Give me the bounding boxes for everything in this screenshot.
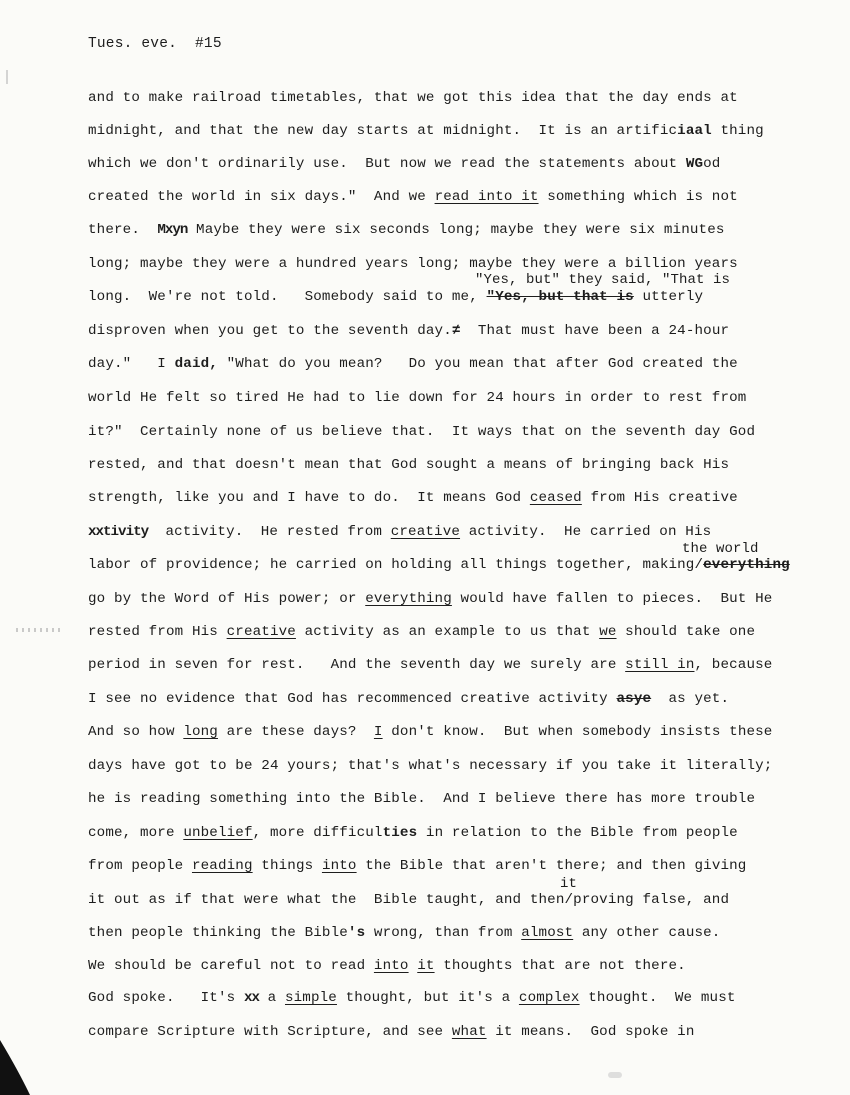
page-curl-shadow [0, 1030, 30, 1095]
text-line: long. We're not told. Somebody said to me, "Yes, but that is utterly [88, 289, 704, 305]
interlinear-insertion: the world [682, 541, 759, 557]
scan-speck [6, 70, 8, 84]
text-line: come, more unbelief, more difficulties in relation to the Bible from people [88, 825, 738, 841]
text-line: days have got to be 24 yours; that's what's necessary if you take it literally; [88, 758, 773, 774]
text-line: from people reading things into the Bible that aren't there; and then giving [88, 858, 747, 874]
text-line: period in seven for rest. And the seventh day we surely are still in, because [88, 657, 773, 673]
header-page-number: #15 [195, 36, 222, 52]
text-line: which we don't ordinarily use. But now we read the statements about WGod [88, 156, 721, 172]
text-line: rested, and that doesn't mean that God sought a means of bringing back His [88, 457, 730, 473]
text-line: We should be careful not to read into it thoughts that are not there. [88, 958, 686, 974]
header-day: Tues. eve. [88, 36, 178, 52]
text-line: then people thinking the Bible's wrong, than from almost any other cause. [88, 925, 721, 941]
text-line: he is reading something into the Bible. And I believe there has more trouble [88, 791, 756, 807]
text-line: and to make railroad timetables, that we got this idea that the day ends at [88, 90, 738, 106]
text-line: it out as if that were what the Bible taught, and then/proving false, and [88, 892, 730, 908]
text-line: God spoke. It's xx a simple thought, but it's a complex thought. We must [88, 990, 736, 1006]
text-line: go by the Word of His power; or everything would have fallen to pieces. But He [88, 591, 773, 607]
interlinear-insertion: it [560, 876, 578, 892]
text-line: labor of providence; he carried on holding all things together, making/everything [88, 557, 790, 573]
text-line: it?" Certainly none of us believe that. It ways that on the seventh day God [88, 424, 756, 440]
text-line: compare Scripture with Scripture, and see what it means. God spoke in [88, 1024, 695, 1040]
page-header [88, 36, 222, 52]
text-line: created the world in six days." And we read into it something which is not [88, 189, 738, 205]
text-line: day." I daid, "What do you mean? Do you mean that after God created the [88, 356, 738, 372]
text-line: I see no evidence that God has recommenced creative activity asye as yet. [88, 691, 730, 707]
text-line: world He felt so tired He had to lie down for 24 hours in order to rest from [88, 390, 747, 406]
text-line: rested from His creative activity as an example to us that we should take one [88, 624, 756, 640]
interlinear-insertion: "Yes, but" they said, "That is [475, 272, 731, 288]
text-line: And so how long are these days? I don't know. But when somebody insists these [88, 724, 773, 740]
scan-speck [608, 1072, 622, 1078]
text-line: long; maybe they were a hundred years long; maybe they were a billion years [88, 256, 738, 272]
scan-speck [16, 628, 64, 632]
text-line: xxtivity activity. He rested from creative activity. He carried on His [88, 524, 712, 540]
text-line: strength, like you and I have to do. It means God ceased from His creative [88, 490, 738, 506]
text-line: midnight, and that the new day starts at midnight. It is an artificiaal thing [88, 123, 764, 139]
text-line: there. Mxyn Maybe they were six seconds long; maybe they were six minutes [88, 222, 725, 238]
text-line: disproven when you get to the seventh day.≠ That must have been a 24-hour [88, 323, 730, 339]
